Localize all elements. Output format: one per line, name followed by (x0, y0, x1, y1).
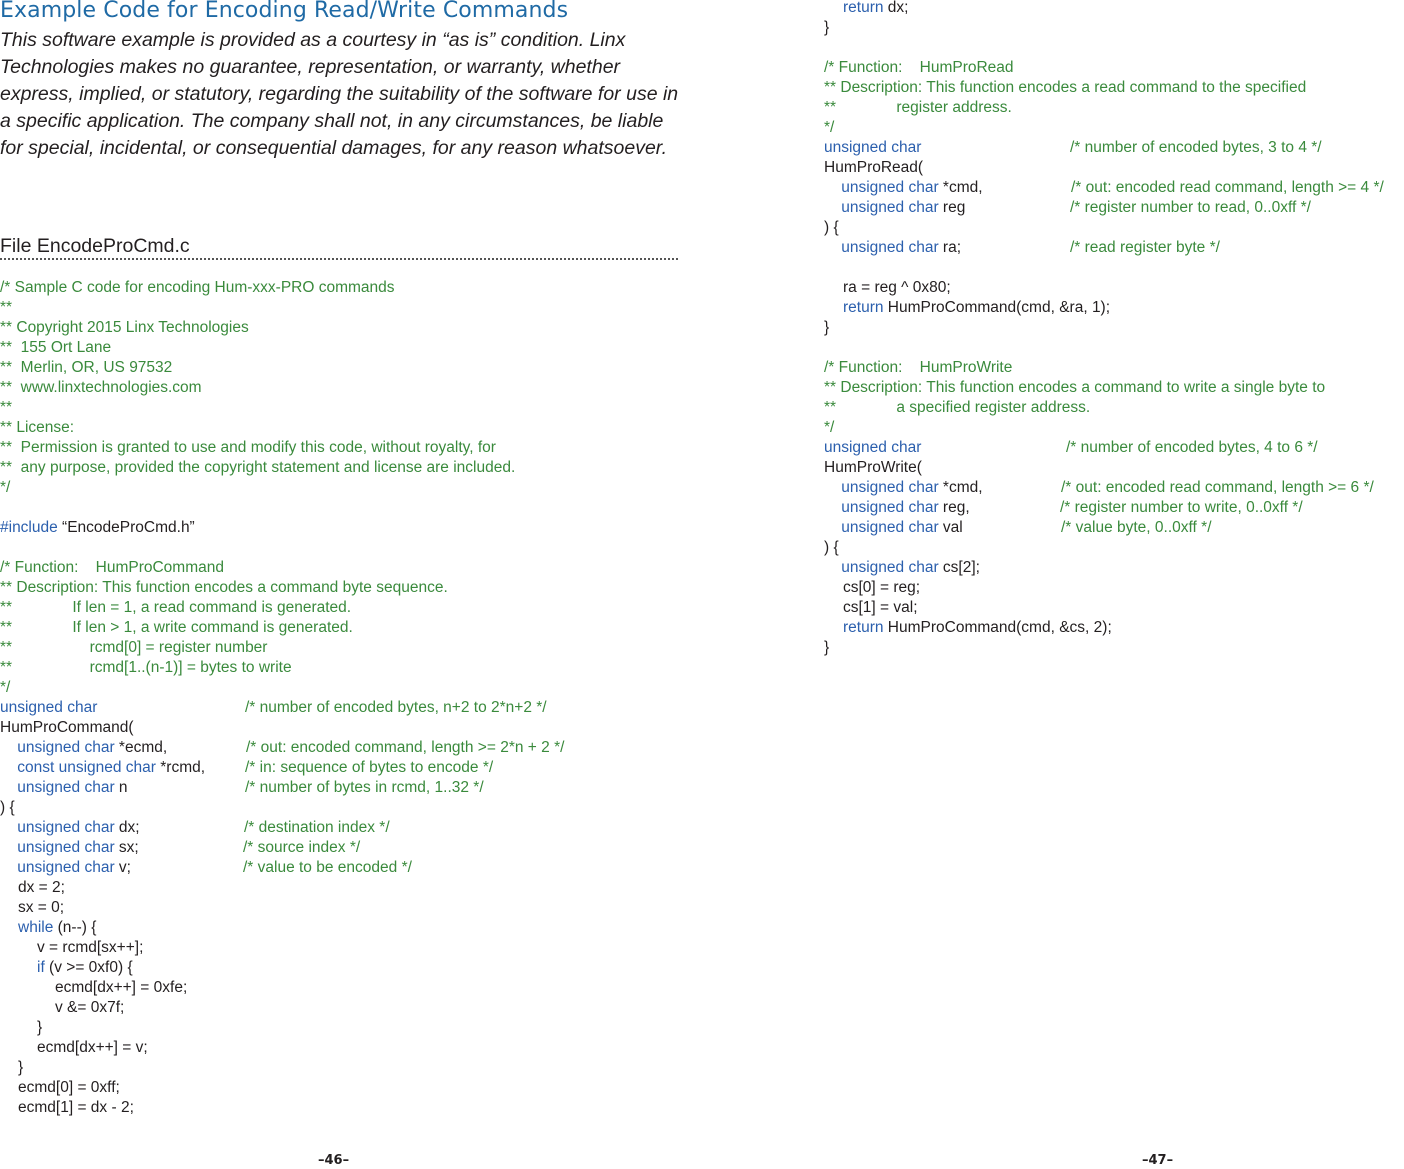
code-line-param (0, 758, 515, 778)
param-type: const unsigned char (17, 759, 156, 776)
code-line-return-type (824, 138, 1325, 158)
param-type: unsigned char (841, 499, 939, 516)
local-type: unsigned char (841, 559, 939, 576)
code-line-param (0, 778, 515, 798)
code-line-if (0, 958, 515, 978)
code-line: ecmd[dx++] = 0xfe; (55, 979, 188, 996)
local-comment: /* source index */ (243, 839, 361, 856)
param-type: unsigned char (841, 479, 939, 496)
param-type: unsigned char (17, 739, 115, 756)
code-line: ** Description: This function encodes a command to write a single byte to (824, 379, 1326, 396)
code-line: ** register address. (824, 99, 1012, 116)
code-line: ** License: (0, 419, 75, 436)
code-line: cs[0] = reg; (843, 579, 921, 596)
code-line: } (824, 639, 830, 656)
code-line: } (824, 19, 830, 36)
code-line-blank (0, 538, 515, 558)
section-title: Example Code for Encoding Read/Write Commands (0, 0, 569, 23)
param-comment: /* number of bytes in rcmd, 1..32 */ (245, 779, 484, 796)
code-line-return (824, 0, 1325, 18)
code-line-param (824, 498, 1325, 518)
return-keyword: return (843, 299, 884, 316)
return-value: HumProCommand(cmd, &cs, 2); (883, 619, 1112, 636)
code-line: ecmd[1] = dx - 2; (18, 1099, 134, 1116)
code-line: ** 155 Ort Lane (0, 339, 112, 356)
return-type: unsigned char (824, 439, 922, 456)
code-line-func-name: HumProCommand( (0, 719, 134, 736)
param-name: *cmd, (938, 179, 983, 196)
code-line-param (824, 178, 1384, 198)
code-line: /* Function: HumProCommand (0, 559, 224, 576)
code-line-return-type (824, 438, 1325, 458)
code-line: ** www.linxtechnologies.com (0, 379, 202, 396)
local-name: dx; (114, 819, 140, 836)
code-line-blank (824, 258, 1325, 278)
local-type: unsigned char (17, 859, 115, 876)
include-keyword: #include (0, 519, 58, 536)
code-line: /* Sample C code for encoding Hum-xxx-PRO commands (0, 279, 395, 296)
return-type: unsigned char (0, 699, 98, 716)
code-line-while (0, 918, 515, 938)
local-type: unsigned char (17, 819, 115, 836)
code-line: v &= 0x7f; (55, 999, 125, 1016)
param-comment: /* out: encoded read command, length >= 6 */ (1061, 479, 1374, 496)
code-line-func-name: HumProRead( (824, 159, 924, 176)
code-line-include (0, 518, 515, 538)
param-comment: /* register number to write, 0..0xff */ (1060, 499, 1303, 516)
code-line-open-body: ) { (824, 539, 839, 556)
if-keyword: if (37, 959, 45, 976)
code-line: dx = 2; (18, 879, 65, 896)
code-line: ** Copyright 2015 Linx Technologies (0, 319, 249, 336)
param-type: unsigned char (841, 519, 939, 536)
local-name: ra; (938, 239, 962, 256)
code-line-local (0, 818, 515, 838)
code-line: sx = 0; (18, 899, 65, 916)
page-number: –46– (318, 1153, 350, 1168)
if-condition: (v >= 0xf0) { (44, 959, 133, 976)
code-line: ecmd[0] = 0xff; (18, 1079, 120, 1096)
code-line: /* Function: HumProRead (824, 59, 1014, 76)
code-listing-right (824, 0, 1384, 658)
include-file: “EncodeProCmd.h” (57, 519, 195, 536)
local-name: sx; (114, 839, 139, 856)
return-keyword: return (843, 0, 884, 16)
param-comment: /* value byte, 0..0xff */ (1061, 519, 1212, 536)
code-line: ** any purpose, provided the copyright statement and license are included. (0, 459, 516, 476)
code-line-return (824, 618, 1325, 638)
local-type: unsigned char (841, 239, 939, 256)
code-line: ** rcmd[1..(n-1)] = bytes to write (0, 659, 292, 676)
code-line: */ (824, 119, 835, 136)
local-comment: /* value to be encoded */ (243, 859, 412, 876)
param-comment: /* register number to read, 0..0xff */ (1070, 199, 1311, 216)
code-listing-left (0, 278, 565, 1118)
code-line: } (18, 1059, 24, 1076)
param-type: unsigned char (17, 779, 115, 796)
local-comment: /* destination index */ (244, 819, 390, 836)
return-comment: /* number of encoded bytes, n+2 to 2*n+2 */ (245, 699, 547, 716)
code-line-param (824, 198, 1325, 218)
param-name: reg (938, 199, 966, 216)
code-line: /* Function: HumProWrite (824, 359, 1013, 376)
return-keyword: return (843, 619, 884, 636)
code-line: ecmd[dx++] = v; (37, 1039, 148, 1056)
code-line-func-name: HumProWrite( (824, 459, 922, 476)
param-comment: /* out: encoded read command, length >= 4 */ (1071, 179, 1384, 196)
param-name: n (114, 779, 128, 796)
return-comment: /* number of encoded bytes, 4 to 6 */ (1066, 439, 1318, 456)
code-line: ** Description: This function encodes a read command to the specified (824, 79, 1307, 96)
param-type: unsigned char (841, 199, 939, 216)
page-number: –47– (1142, 1153, 1174, 1168)
code-line: ** If len = 1, a read command is generated. (0, 599, 352, 616)
code-line-param (0, 738, 565, 758)
code-line: ** (0, 299, 13, 316)
file-title: File EncodeProCmd.c (0, 235, 190, 257)
return-comment: /* number of encoded bytes, 3 to 4 */ (1070, 139, 1322, 156)
code-line-param (824, 518, 1325, 538)
return-value: HumProCommand(cmd, &ra, 1); (883, 299, 1111, 316)
code-line-return (824, 298, 1325, 318)
code-line: ** rcmd[0] = register number (0, 639, 268, 656)
code-line: ** Description: This function encodes a command byte sequence. (0, 579, 448, 596)
code-line: ** If len > 1, a write command is generated. (0, 619, 353, 636)
code-line-local (824, 558, 1325, 578)
param-name: val (938, 519, 963, 536)
code-line: */ (0, 679, 11, 696)
code-line: */ (824, 419, 835, 436)
param-name: reg, (938, 499, 970, 516)
left-page (0, 0, 690, 1169)
code-line: ** Permission is granted to use and modify this code, without royalty, for (0, 439, 496, 456)
code-line-blank (824, 38, 1325, 58)
param-name: *ecmd, (114, 739, 168, 756)
local-name: cs[2]; (938, 559, 980, 576)
code-line: v = rcmd[sx++]; (37, 939, 144, 956)
param-type: unsigned char (841, 179, 939, 196)
while-condition: (n--) { (53, 919, 97, 936)
local-name: v; (114, 859, 131, 876)
code-line-param (824, 478, 1374, 498)
code-line: cs[1] = val; (843, 599, 918, 616)
code-line: */ (0, 479, 11, 496)
local-type: unsigned char (17, 839, 115, 856)
code-line: } (37, 1019, 43, 1036)
code-line: ** Merlin, OR, US 97532 (0, 359, 173, 376)
disclaimer-text: This software example is provided as a courtesy in “as is” condition. Linx Technologies makes no guarantee, representation, or warranty, whether express, implied, or statutory, regarding the suitability of the software for use in a specific application. The company shall not, in any circumstances, be liable for special, incidental, or consequential damages, for any reason whatsoever. (0, 29, 679, 159)
code-line: ** a specified register address. (824, 399, 1091, 416)
code-line-local (824, 238, 1325, 258)
right-page (824, 0, 1404, 1169)
code-line-open-body: ) { (824, 219, 839, 236)
code-line-return-type (0, 698, 547, 718)
code-line: } (824, 319, 830, 336)
code-line-local (0, 838, 515, 858)
code-line-blank (824, 338, 1325, 358)
code-line-open-body: ) { (0, 799, 15, 816)
code-line: ** (0, 399, 13, 416)
local-comment: /* read register byte */ (1070, 239, 1220, 256)
return-type: unsigned char (824, 139, 922, 156)
param-name: *cmd, (938, 479, 983, 496)
param-comment: /* in: sequence of bytes to encode */ (245, 759, 494, 776)
code-line: ra = reg ^ 0x80; (843, 279, 951, 296)
code-line-local (0, 858, 515, 878)
code-line-blank (0, 498, 515, 518)
param-comment: /* out: encoded command, length >= 2*n + 2 */ (246, 739, 565, 756)
param-name: *rcmd, (155, 759, 206, 776)
dotted-divider (0, 258, 678, 260)
while-keyword: while (18, 919, 54, 936)
return-value: dx; (883, 0, 909, 16)
